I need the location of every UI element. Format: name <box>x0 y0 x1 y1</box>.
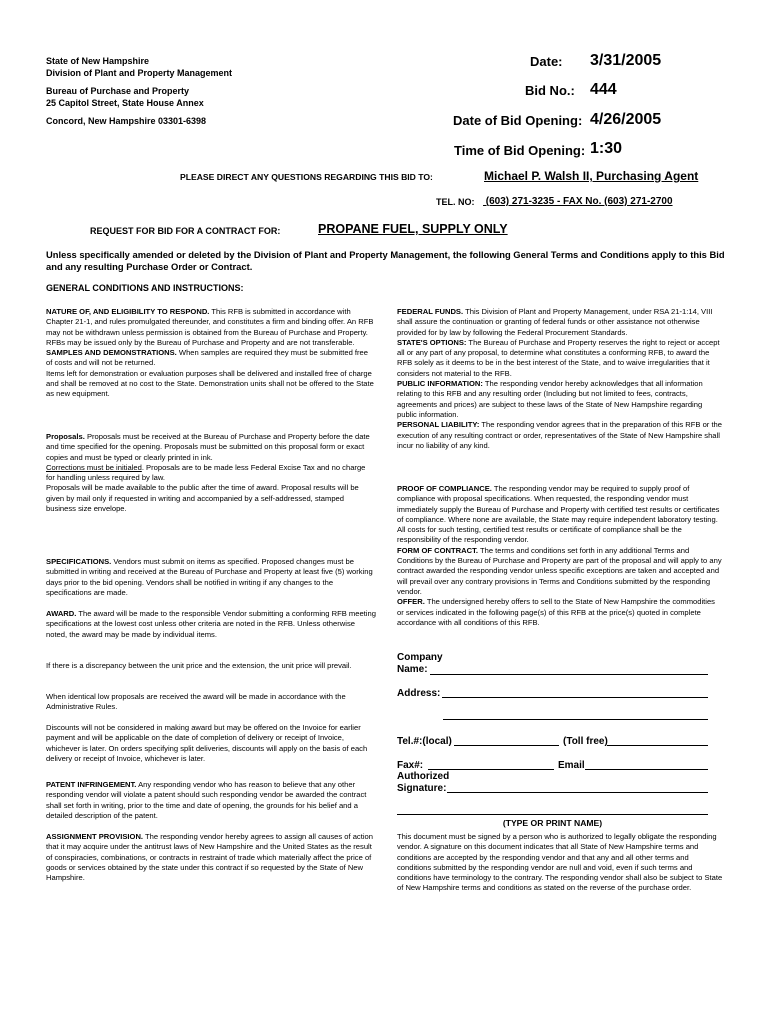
tel-fax-value: (603) 271-3235 - FAX No. (603) 271-2700 <box>483 196 673 207</box>
samples-paragraph-2: Items left for demonstration or evaluation purposes shall be delivered and installed free of charge and shall be removed at no cost to the State. Demonstration units shall not be offered to the State as new equipment. <box>46 368 374 399</box>
form-contract-heading: FORM OF CONTRACT. <box>397 545 478 555</box>
email-label: Email <box>558 760 585 771</box>
proposals-paragraph-2: Proposals will be made available to the public after the time of award. Proposal results will be given by mail only if requested in writing and accompanied by a self-addressed, stamped business size envelope. <box>46 483 359 514</box>
nature-paragraph <box>46 307 376 338</box>
company-name-label: Name: <box>397 664 428 675</box>
bid-number-value: 444 <box>590 81 617 98</box>
fax-field[interactable] <box>428 769 554 770</box>
form-contract-paragraph <box>397 546 723 597</box>
state-options-paragraph <box>397 338 723 379</box>
assignment-heading: ASSIGNMENT PROVISION. <box>46 832 144 841</box>
proposals-heading: Proposals. <box>46 432 85 441</box>
specifications-paragraph <box>46 557 376 598</box>
agency-line-2: Division of Plant and Property Management <box>46 68 233 78</box>
agency-line-4: 25 Capitol Street, State House Annex <box>46 98 204 108</box>
type-or-print-name-label: (TYPE OR PRINT NAME) <box>502 818 603 828</box>
offer-paragraph <box>397 597 723 628</box>
patent-text: Any responding vendor who has reason to believe that any other responding vendor will violate a patent should such responding vendor be awarded the contract shall set forth in writing, prior to the time and date of opening, the grounds for his belief and a detailed description of the patent. <box>46 780 367 820</box>
signature-field[interactable] <box>447 792 708 793</box>
fax-label: Fax#: <box>397 760 424 771</box>
award-paragraph <box>46 609 376 640</box>
personal-liability-paragraph <box>397 420 723 451</box>
purchasing-agent-name: Michael P. Walsh II, Purchasing Agent <box>484 169 699 183</box>
specifications-section <box>46 557 376 598</box>
nature-paragraph-2: RFBs may be issued only by the Bureau of Purchase and Property and are not transferable. <box>46 337 355 347</box>
tel-local-label: Tel.#:(local) <box>397 736 452 747</box>
assignment-text: The responding vendor hereby agrees to assign all causes of action that it may acquire under the antitrust laws of New Hampshire and the United States as the result of conspiracies, combinations, or contracts in restraint of trade which materially affect the price of goods or services obtained by the state under this contract if so requested by the State of New Hampshire. <box>46 832 373 883</box>
patent-heading: PATENT INFRINGEMENT. <box>46 780 137 789</box>
date-value: 3/31/2005 <box>590 52 662 69</box>
offer-text: The undersigned hereby offers to sell to the State of New Hampshire the commodities or services indicated in the following page(s) of this RFB at the price(s) quoted in complete accordance with all conditions of this RFB. <box>397 597 715 627</box>
agency-header <box>46 55 232 127</box>
authorized-label: Authorized <box>397 771 450 782</box>
federal-text: This Division of Plant and Property Management, under RSA 21-1:14, VIII shall assure the continuation or granting of federal funds or other assistance not otherwise provided for by law by following the Federal Procurement Standards. <box>397 307 713 337</box>
corrections-text: . Proposals are to be made less Federal Excise Tax and no charge for handling unless required by law. <box>46 462 366 483</box>
right-column <box>397 307 723 451</box>
specifications-text: Vendors must submit on items as specified. Proposed changes must be submitted in writing and received at the Bureau of Purchase and Property at least five (5) working days prior to the bid opening. Vendors shall be notified in writing if any changes to the specifications are made. <box>46 557 373 597</box>
form-contract-text: The terms and conditions set forth in any additional Terms and Conditions by the Bureau of Purchase and Property are part of the proposal and will apply to any contract awarded the responding vendor unless specific exceptions are taken and accepted and will prevail over any contrary provisions in Terms and Conditions submitted by the responding vendor. <box>397 545 722 596</box>
nature-heading: NATURE OF, AND ELIGIBILITY TO RESPOND. <box>46 307 210 316</box>
specifications-heading: SPECIFICATIONS. <box>46 557 112 566</box>
tel-tollfree-field[interactable] <box>607 745 708 746</box>
proof-text: The responding vendor may be required to supply proof of compliance with proposal specifications. When requested, the responding vendor must immediately supply the Bureau of Purchase and Property with certified test results or certificates of compliance. Where none are available, the State may require independent laboratory testing. All costs for such testing, certified test results or certificate of compliance shall be the responsibility of the responding vendor. <box>397 484 720 545</box>
left-column <box>46 307 376 400</box>
proposals-text: Proposals must be received at the Bureau of Purchase and Property before the date and time specified for the opening. Proposals must be submitted on this proposal form or exact copies and must be typed or clearly printed in ink. <box>46 432 370 462</box>
contract-title: PROPANE FUEL, SUPPLY ONLY <box>318 222 508 236</box>
federal-heading: FEDERAL FUNDS. <box>397 307 464 316</box>
agency-line-3: Bureau of Purchase and Property <box>46 86 190 96</box>
proof-paragraph <box>397 484 723 546</box>
bid-opening-time-value: 1:30 <box>590 140 623 157</box>
proposals-paragraph <box>46 432 376 463</box>
agency-line-5: Concord, New Hampshire 03301-6398 <box>46 116 207 126</box>
tel-label: TEL. NO: <box>436 197 475 207</box>
address-label: Address: <box>397 688 441 699</box>
agency-line-1: State of New Hampshire <box>46 56 150 66</box>
samples-paragraph <box>46 348 376 369</box>
bid-number-label: Bid No.: <box>525 83 575 98</box>
questions-label: PLEASE DIRECT ANY QUESTIONS REGARDING THIS BID TO: <box>180 172 433 182</box>
public-info-heading: PUBLIC INFORMATION: <box>397 379 483 389</box>
printed-name-field[interactable] <box>397 814 708 815</box>
proof-heading: PROOF OF COMPLIANCE. <box>397 484 492 493</box>
corrections-paragraph <box>46 463 376 484</box>
bid-opening-time-label: Time of Bid Opening: <box>454 143 586 158</box>
identical-proposals-paragraph: When identical low proposals are received the award will be made in accordance with the Administrative Rules. <box>46 692 346 712</box>
samples-text: When samples are required they must be submitted free of costs and will not be returned. <box>46 348 368 368</box>
nature-text: This RFB is submitted in accordance with Chapter 21-1, and rules promulgated thereunder, and constitutes a firm and binding offer. An RFB may not be withdrawn unless permission is obtained from the Bureau of Purchase and Property. <box>46 307 374 337</box>
state-options-heading: STATE'S OPTIONS: <box>397 337 467 347</box>
proposals-section <box>46 432 376 514</box>
general-conditions-heading: GENERAL CONDITIONS AND INSTRUCTIONS: <box>46 283 244 293</box>
corrections-underlined: Corrections must be initialed <box>46 462 142 472</box>
company-label: Company <box>397 652 443 663</box>
patent-section <box>46 780 376 821</box>
offer-heading: OFFER. <box>397 597 425 607</box>
intro-paragraph: Unless specifically amended or deleted by the Division of Plant and Property Management, the following General Terms and Conditions apply to this Bid and any resulting Purchase Order or Contract. <box>46 249 725 272</box>
tel-tollfree-label: (Toll free) <box>563 736 608 747</box>
award-text: The award will be made to the responsible Vendor submitting a conforming RFB meeting specifications at the lowest cost unless other criteria are noted in the RFB. Unless otherwise noted, the award may be made by individual items. <box>46 609 376 639</box>
personal-liability-heading: PERSONAL LIABILITY: <box>397 420 480 430</box>
public-info-paragraph <box>397 379 723 420</box>
award-heading: AWARD. <box>46 609 77 618</box>
samples-heading: SAMPLES AND DEMONSTRATIONS. <box>46 348 177 358</box>
request-label: REQUEST FOR BID FOR A CONTRACT FOR: <box>90 226 281 236</box>
tel-local-field[interactable] <box>454 745 559 746</box>
address-field-line-1[interactable] <box>442 697 708 698</box>
award-section <box>46 609 376 640</box>
address-field-line-2[interactable] <box>443 719 708 720</box>
public-info-text: The responding vendor hereby acknowledges that all information relating to this RFB and any resulting order (Including but not limited to fees, contracts, agreements and prices) are subject to these laws of the State of New Hampshire regarding public information. <box>397 379 703 419</box>
date-label: Date: <box>530 54 563 69</box>
proof-section <box>397 484 723 628</box>
email-field[interactable] <box>585 769 708 770</box>
assignment-paragraph <box>46 832 376 883</box>
discrepancy-paragraph: If there is a discrepancy between the unit price and the extension, the unit price will prevail. <box>46 661 352 670</box>
discounts-paragraph: Discounts will not be considered in making award but may be offered on the Invoice for earlier payment and will be applicable on the date of completion of delivery or receipt of Invoice, whichever is later. On orders specifying split deliveries, discounts will apply on the basis of each delivery or receipt of Invoice, whichever is later. <box>46 723 368 763</box>
patent-paragraph <box>46 780 376 821</box>
assignment-section <box>46 832 376 883</box>
federal-paragraph <box>397 307 723 338</box>
state-options-text: The Bureau of Purchase and Property reserves the right to reject or accept all or any part of any proposal, to determine what constitutes a conforming RFB, to award the RFB solely as it deems to be in the best interest of the State, and to waive irregularities that it considers not material to the RFB. <box>397 337 720 378</box>
signature-label: Signature: <box>397 783 447 794</box>
bid-opening-date-value: 4/26/2005 <box>590 111 662 128</box>
closing-paragraph: This document must be signed by a person who is authorized to legally obligate the responding vendor. A signature on this document indicates that all State of New Hampshire terms and conditions are accepted by the responding vendor and that any and all other terms and conditions submitted by the responding vendor are null and void, even if such terms and conditions have terminology to the contrary. The responding vendor shall also be subject to State of New Hampshire terms and conditions as stated on the reverse of the purchase order. <box>397 832 723 893</box>
company-name-field[interactable] <box>430 674 708 675</box>
bid-opening-date-label: Date of Bid Opening: <box>453 113 583 128</box>
personal-liability-text: The responding vendor agrees that in the preparation of this RFB or the execution of any resulting contract or order, representatives of the State of New Hampshire shall incur no liability of any kind. <box>397 420 723 450</box>
